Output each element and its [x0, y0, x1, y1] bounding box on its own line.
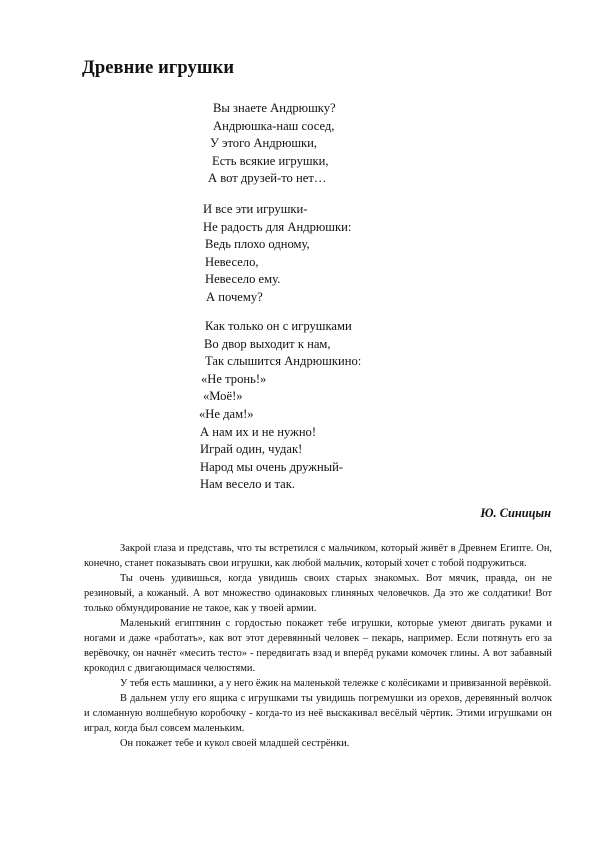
poem-line: «Моё!» — [203, 389, 243, 404]
poem-line: Нам весело и так. — [200, 477, 296, 492]
poem-line: Играй один, чудак! — [200, 442, 303, 457]
body-paragraph: Он покажет тебе и кукол своей младшей сестрёнки. — [120, 738, 350, 749]
poem-line: А нам их и не нужно! — [200, 424, 317, 439]
body-paragraph: В дальнем углу его ящика с игрушками ты увидишь погремушки из орехов, деревянный волчок и сломанную волшебную коробочку - когда-то из неё выскакивал весёлый чёртик. Этими игрушками он играл, когда был совсем маленьким. — [84, 693, 552, 734]
poem-line: У этого Андрюшки, — [210, 136, 318, 151]
body-paragraph: Ты очень удивишься, когда увидишь своих старых знакомых. Вот мячик, правда, он не резиновый, а кожаный. А вот множество одинаковых глиняных человечков. Да это же солдатики! Вот только обмундирование не такое, как у твоей армии. — [84, 573, 552, 614]
poem-line: Андрюшка-наш сосед, — [213, 118, 335, 133]
body-paragraph: Закрой глаза и представь, что ты встретился с мальчиком, который живёт в Древнем Египте. Он, конечно, станет показывать свои игрушки, как любой мальчик, который хочет с тобой подружиться. — [84, 543, 552, 569]
body-paragraph: Маленький египтянин с гордостью покажет тебе игрушки, которые умеют двигать руками и ногами и даже «работать», как вот этот деревянный человек – пекарь, например. Если потянуть его за верёвочку, он начнёт «месить тесто» - передвигать взад и вперёд руками комочек глины. А вот забавный крокодил с двигающимася челюстями. — [84, 618, 552, 674]
article-body — [84, 541, 552, 751]
poem-line: «Не дам!» — [199, 406, 254, 421]
poem-line: Есть всякие игрушки, — [212, 153, 329, 168]
poem-line: Так слышится Андрюшкино: — [205, 354, 362, 369]
poem-line: А вот друзей-то нет… — [208, 171, 327, 186]
poem-line: И все эти игрушки- — [203, 202, 308, 216]
poem-line: «Не тронь!» — [201, 371, 267, 386]
page-title: Древние игрушки — [82, 58, 235, 78]
poem-line: Как только он с игрушками — [205, 319, 352, 333]
poem-author: Ю. Синицын — [480, 506, 551, 520]
poem-line: Не радость для Андрюшки: — [203, 219, 352, 234]
poem-line: Вы знаете Андрюшку? — [213, 101, 336, 115]
poem-line: Во двор выходит к нам, — [204, 336, 331, 351]
poem-line: Невесело ему. — [205, 272, 281, 287]
poem-line: Народ мы очень дружный- — [200, 459, 344, 474]
body-paragraph: У тебя есть машинки, а у него ёжик на маленькой тележке с колёсиками и привязанной верёвкой. — [120, 678, 552, 689]
poem-stanza-3 — [199, 318, 361, 494]
poem-line: Невесело, — [205, 254, 259, 269]
poem-line: Ведь плохо одному, — [205, 237, 310, 252]
poem-stanza-1 — [206, 100, 336, 188]
poem-stanza-2 — [203, 201, 351, 307]
poem-line: А почему? — [206, 289, 263, 304]
